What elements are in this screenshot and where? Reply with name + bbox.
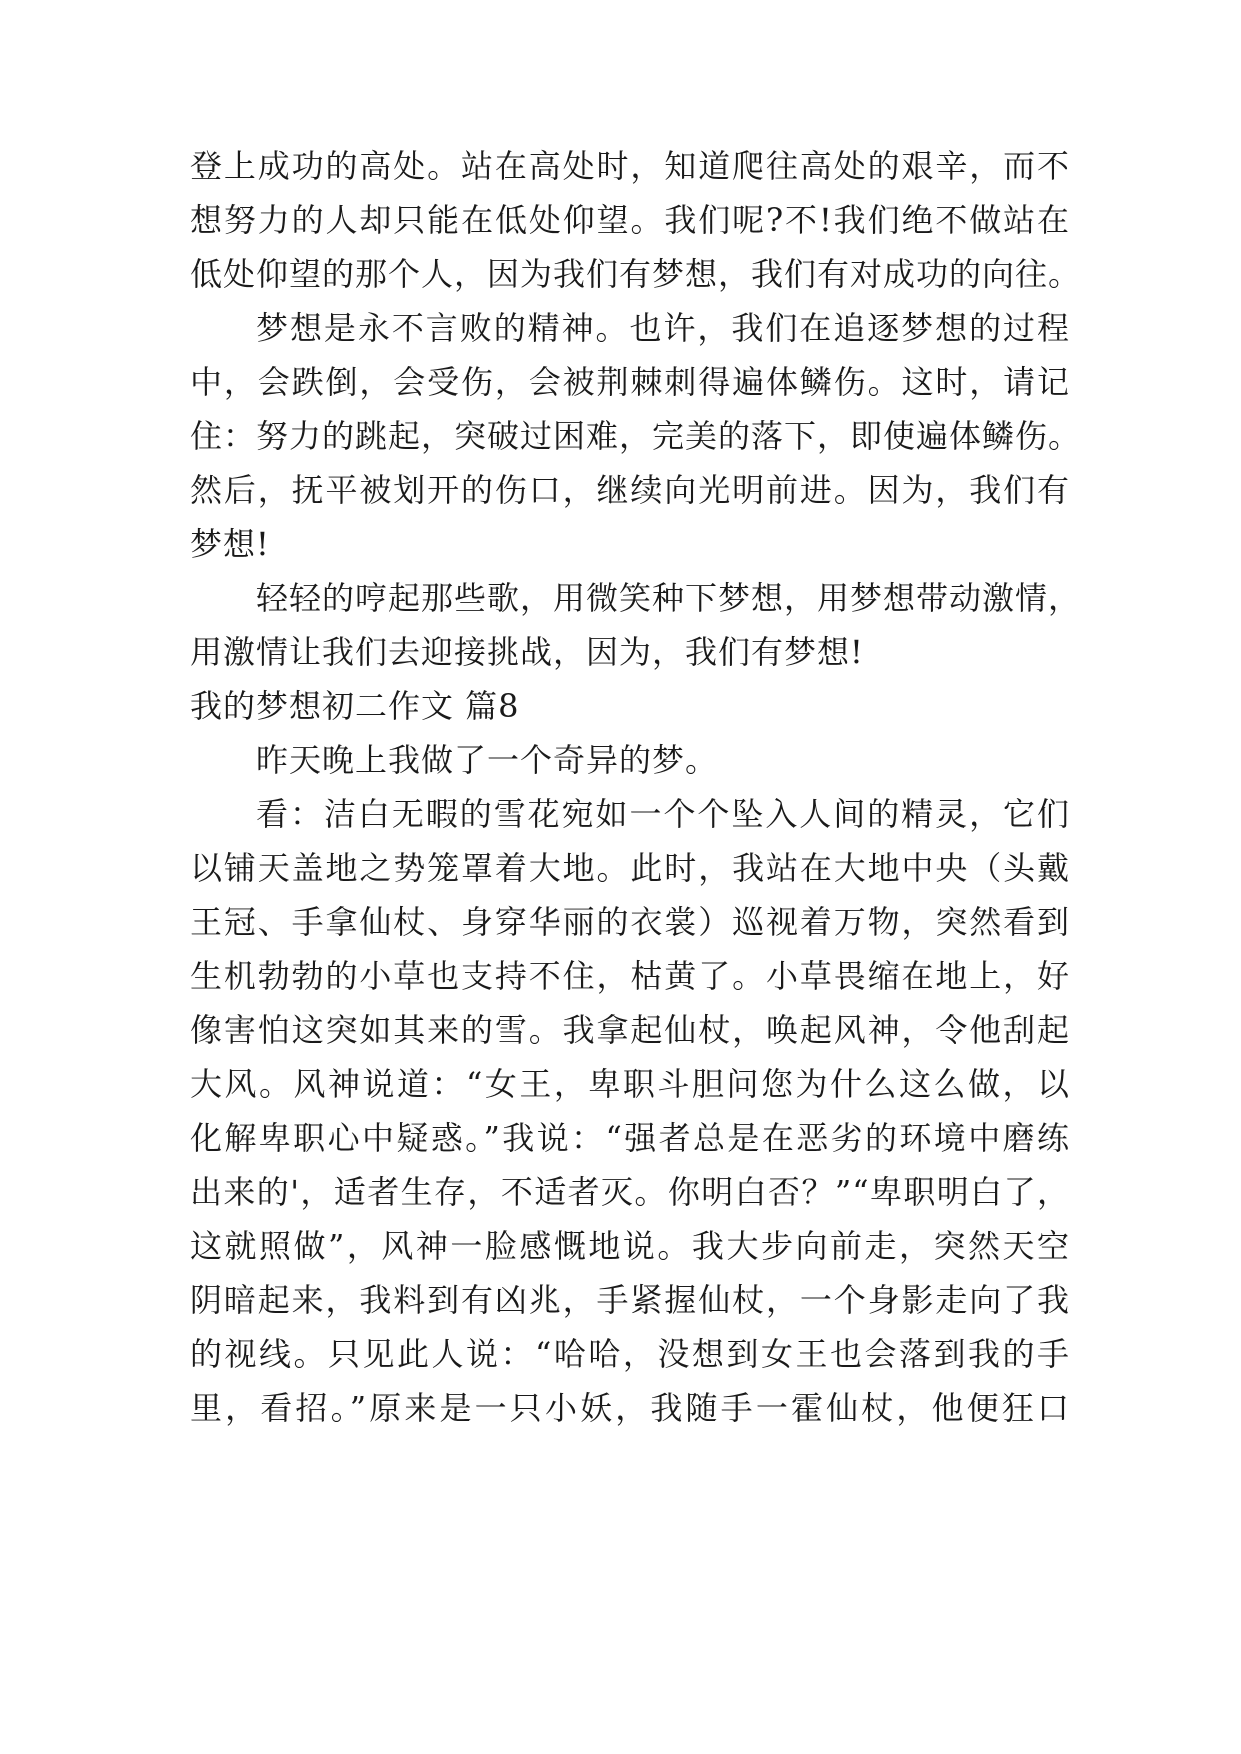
text-line: 住：努力的跳起，突破过困难，完美的落下，即使遍体鳞伤。 bbox=[190, 417, 1082, 455]
text-line: 用激情让我们去迎接挑战，因为，我们有梦想! bbox=[190, 633, 864, 671]
text-line: 昨天晚上我做了一个奇异的梦。 bbox=[256, 741, 719, 779]
text-line: 以铺天盖地之势笼罩着大地。此时，我站在大地中央（头戴 bbox=[190, 849, 1070, 887]
text-line: 梦想是永不言败的精神。也许，我们在追逐梦想的过程 bbox=[256, 309, 1070, 347]
text-line: 登上成功的高处。站在高处时，知道爬往高处的艰辛，而不 bbox=[190, 147, 1070, 185]
text-line: 这就照做”，风神一脸感慨地说。我大步向前走，突然天空 bbox=[190, 1227, 1070, 1265]
text-line: 生机勃勃的小草也支持不住，枯黄了。小草畏缩在地上，好 bbox=[190, 957, 1070, 995]
text-line: 看：洁白无暇的雪花宛如一个个坠入人间的精灵，它们 bbox=[256, 795, 1070, 833]
text-line: 轻轻的哼起那些歌，用微笑种下梦想，用梦想带动激情， bbox=[256, 579, 1082, 617]
text-line: 大风。风神说道：“女王，卑职斗胆问您为什么这么做，以 bbox=[190, 1065, 1070, 1103]
text-line: 然后，抚平被划开的伤口，继续向光明前进。因为，我们有 bbox=[190, 471, 1070, 509]
text-line: 像害怕这突如其来的雪。我拿起仙杖，唤起风神，令他刮起 bbox=[190, 1011, 1070, 1049]
text-line: 化解卑职心中疑惑。”我说：“强者总是在恶劣的环境中磨练 bbox=[190, 1119, 1070, 1157]
text-line: 梦想! bbox=[190, 525, 270, 563]
text-line: 的视线。只见此人说：“哈哈，没想到女王也会落到我的手 bbox=[190, 1335, 1070, 1373]
text-line: 中，会跌倒，会受伤，会被荆棘刺得遍体鳞伤。这时，请记 bbox=[190, 363, 1070, 401]
text-line: 低处仰望的那个人，因为我们有梦想，我们有对成功的向往。 bbox=[190, 255, 1082, 293]
text-line: 出来的'，适者生存，不适者灭。你明白否？”“卑职明白了， bbox=[190, 1173, 1070, 1211]
text-line: 王冠、手拿仙杖、身穿华丽的衣裳）巡视着万物，突然看到 bbox=[190, 903, 1070, 941]
section-heading: 我的梦想初二作文 篇8 bbox=[190, 687, 520, 725]
text-line: 想努力的人却只能在低处仰望。我们呢?不!我们绝不做站在 bbox=[190, 201, 1070, 239]
text-line: 里，看招。”原来是一只小妖，我随手一霍仙杖，他便狂口 bbox=[190, 1389, 1070, 1427]
text-line: 阴暗起来，我料到有凶兆，手紧握仙杖，一个身影走向了我 bbox=[190, 1281, 1070, 1319]
